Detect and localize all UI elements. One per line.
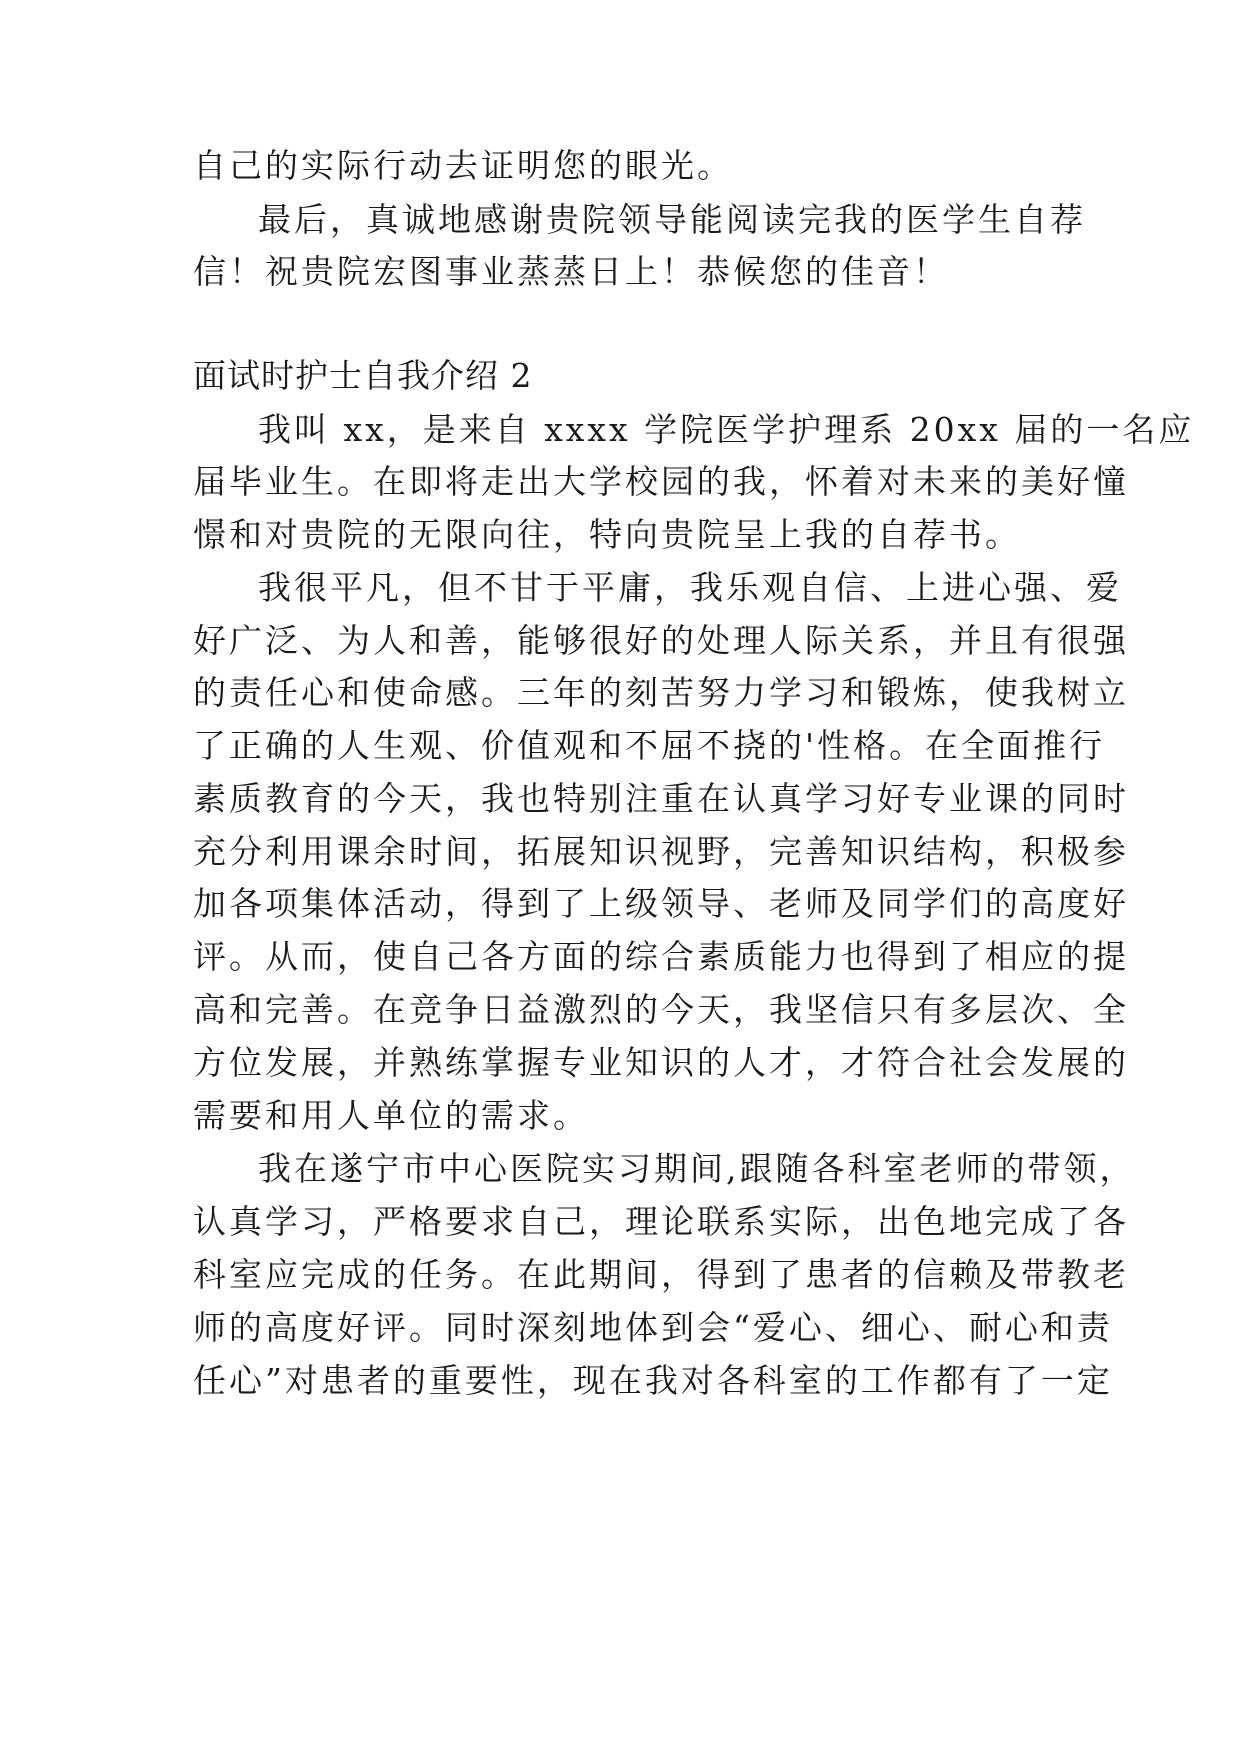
text-line: 认真学习，严格要求自己，理论联系实际，出色地完成了各 <box>193 1202 1129 1241</box>
text-line: 我很平凡，但不甘于平庸，我乐观自信、上进心强、爱 <box>258 568 1122 607</box>
text-line: 了正确的人生观、价值观和不屈不挠的'性格。在全面推行 <box>193 726 1106 765</box>
text-line: 需要和用人单位的需求。 <box>193 1096 589 1135</box>
text-line: 我在遂宁市中心医院实习期间,跟随各科室老师的带领， <box>258 1149 1136 1188</box>
text-line: 信！祝贵院宏图事业蒸蒸日上！恭候您的佳音！ <box>193 252 949 291</box>
text-line: 充分利用课余时间，拓展知识视野，完善知识结构，积极参 <box>193 832 1129 871</box>
text-line: 好广泛、为人和善，能够很好的处理人际关系，并且有很强 <box>193 621 1129 660</box>
text-line: 师的高度好评。同时深刻地体到会“爱心、细心、耐心和责 <box>193 1308 1113 1347</box>
text-line: 憬和对贵院的无限向往，特向贵院呈上我的自荐书。 <box>193 515 1021 554</box>
text-line: 高和完善。在竞争日益激烈的今天，我坚信只有多层次、全 <box>193 990 1129 1029</box>
text-line: 的责任心和使命感。三年的刻苦努力学习和锻炼，使我树立 <box>193 673 1129 712</box>
text-line: 素质教育的今天，我也特别注重在认真学习好专业课的同时 <box>193 779 1129 818</box>
text-line: 加各项集体活动，得到了上级领导、老师及同学们的高度好 <box>193 884 1129 923</box>
text-line: 自己的实际行动去证明您的眼光。 <box>193 146 733 185</box>
text-line: 我叫 xx，是来自 xxxx 学院医学护理系 20xx 届的一名应 <box>258 410 1195 449</box>
text-line: 评。从而，使自己各方面的综合素质能力也得到了相应的提 <box>193 937 1129 976</box>
section-heading: 面试时护士自我介绍 2 <box>193 356 533 395</box>
text-line: 科室应完成的任务。在此期间，得到了患者的信赖及带教老 <box>193 1255 1129 1294</box>
text-line: 最后，真诚地感谢贵院领导能阅读完我的医学生自荐 <box>258 200 1086 239</box>
text-line: 方位发展，并熟练掌握专业知识的人才，才符合社会发展的 <box>193 1043 1129 1082</box>
text-line: 任心”对患者的重要性，现在我对各科室的工作都有了一定 <box>193 1361 1113 1400</box>
text-line: 届毕业生。在即将走出大学校园的我，怀着对未来的美好憧 <box>193 462 1129 501</box>
